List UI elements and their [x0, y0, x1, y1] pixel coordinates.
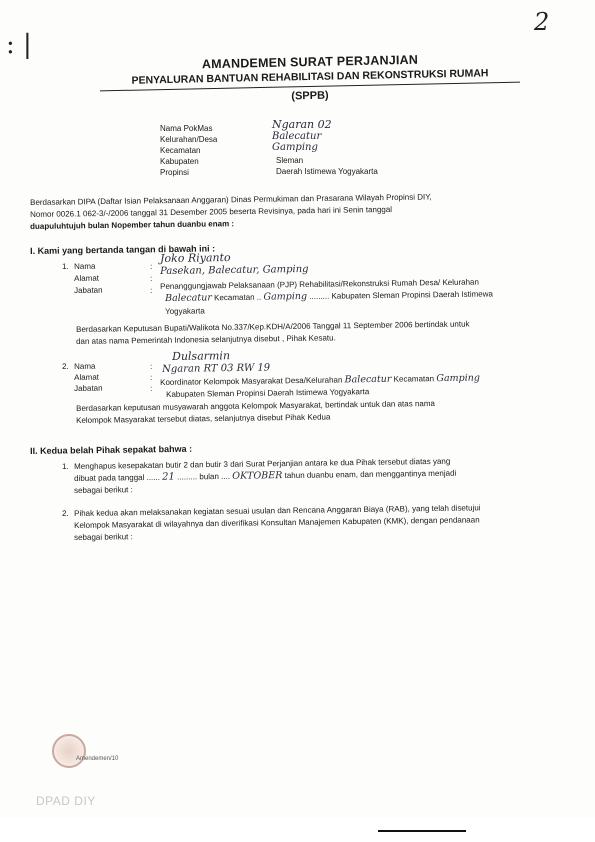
agreement-1-number: 1.: [62, 461, 69, 471]
agreement-2-line-1: Pihak kedua akan melaksanakan kegiatan sesuai usulan dan Rencana Anggaran Biaya (RAB), yang telah disetujui: [74, 503, 481, 518]
kabupaten-label: Kabupaten: [160, 157, 199, 166]
party-1-address-value: Pasekan, Balecatur, Gamping: [160, 263, 309, 277]
party-1-name-label: Nama: [74, 261, 96, 271]
party-2-name-value: Dulsarmin: [171, 349, 231, 363]
party-2-name-label: Nama: [74, 361, 96, 371]
page-number-handwritten: 2: [534, 8, 550, 36]
party-1-basis-line-1: Berdasarkan Keputusan Bupati/Walikota No.337/Kep.KDH/A/2006 Tanggal 11 September 2006 bertindak untuk: [76, 319, 470, 334]
official-seal-icon: [52, 734, 86, 768]
kelurahan-label: Kelurahan/Desa: [160, 135, 218, 144]
party-1-position-line-3: Yogyakarta: [165, 306, 205, 316]
party-1-position-label: Jabatan: [74, 285, 103, 295]
intro-line-1: Berdasarkan DIPA (Daftar Isian Pelaksanaan Anggaran) Dinas Permukiman dan Prasarana Wilayah Propinsi DIY,: [30, 192, 432, 207]
agreement-1-line-3: sebagai berikut :: [74, 485, 133, 495]
agreement-1-day-handwritten: 21: [162, 471, 175, 483]
party-1-position-line-1: Penanggungjawab Pelaksanaan (PJP) Rehabilitasi/Rekonstruksi Rumah Desa/ Kelurahan: [160, 277, 479, 291]
party-1-address-label: Alamat: [74, 273, 100, 283]
kecamatan-label: Kecamatan: [160, 146, 201, 155]
pokmas-value: Ngaran 02: [272, 118, 332, 131]
agreement-1-line-1: Menghapus kesepakatan butir 2 dan butir 3 dari Surat Perjanjian antara ke dua Pihak tersebut diatas yang: [74, 456, 451, 471]
scan-artifact-line: [378, 830, 466, 832]
agreement-1-month-handwritten: OKTOBER: [232, 470, 283, 482]
party-2-kecamatan-text: Kecamatan: [393, 374, 435, 384]
pokmas-label: Nama PokMas: [160, 124, 213, 133]
colon: :: [150, 261, 153, 271]
colon: :: [150, 273, 153, 283]
party-2-position-line-2: Kabupaten Sleman Propinsi Daerah Istimewa Yogyakarta: [166, 387, 370, 399]
kecamatan-value: Gamping: [272, 142, 318, 153]
party-2-position-label: Jabatan: [74, 383, 103, 393]
party-2-kecamatan-handwritten: Gamping: [436, 372, 480, 385]
agreement-2-number: 2.: [62, 508, 69, 518]
agreement-2-line-3: sebagai berikut :: [74, 532, 133, 542]
party-2-village-handwritten: Balecatur: [344, 373, 392, 386]
party-1-number: 1.: [62, 261, 69, 271]
footer-code: Amendemen/10: [76, 756, 119, 762]
party-2-basis-line-2: Kelompok Masyarakat tersebut diatas, selanjutnya disebut Pihak Kedua: [76, 412, 331, 425]
section-1-heading: I. Kami yang bertanda tangan di bawah ini :: [30, 243, 216, 256]
party-2-address-label: Alamat: [74, 372, 100, 382]
party-1-kecamatan-handwritten: Gamping: [263, 291, 308, 303]
party-2-address-value: Ngaran RT 03 RW 19: [162, 362, 271, 375]
party-1-kecamatan-text: Kecamatan ..: [214, 292, 262, 303]
colon: :: [150, 383, 153, 393]
document-title: AMANDEMEN SURAT PERJANJIAN: [201, 52, 419, 72]
colon: :: [150, 361, 153, 371]
kelurahan-value: Balecatur: [272, 131, 322, 142]
kabupaten-value: Sleman: [276, 156, 304, 165]
document-acronym: (SPPB): [291, 89, 329, 103]
corner-mark-left: : |: [6, 30, 32, 60]
intro-line-3: duapuluhtujuh bulan Nopember tahun duanbu enam :: [30, 219, 235, 231]
party-1-village-handwritten: Balecatur: [165, 292, 212, 304]
colon: :: [150, 285, 153, 295]
document-subtitle: PENYALURAN BANTUAN REHABILITASI DAN REKONSTRUKSI RUMAH: [131, 67, 489, 87]
colon: :: [150, 372, 153, 382]
intro-line-2: Nomor 0026.1 062-3/-/2006 tanggal 31 Desember 2005 beserta Revisinya, pada hari ini Senin tanggal: [30, 204, 393, 219]
party-1-name-value: Joko Riyanto: [159, 251, 231, 265]
agreement-1-year-text: tahun duanbu enam, dan menggantinya menjadi: [284, 468, 457, 481]
party-2-number: 2.: [62, 361, 69, 371]
agreement-1-date-text: dibuat pada tanggal ......: [74, 472, 160, 483]
watermark: DPAD DIY: [36, 794, 96, 808]
party-2-basis-line-1: Berdasarkan keputusan musyawarah anggota Kelompok Masyarakat, bertindak untuk dan atas nama: [76, 398, 435, 413]
propinsi-label: Propinsi: [160, 168, 189, 177]
agreement-1-month-text: ......... bulan ....: [177, 471, 231, 482]
agreement-2-line-2: Kelompok Masyarakat di wilayahnya dan diverifikasi Konsultan Manajemen Kabupaten (KMK), dengan pendanaan: [74, 515, 480, 530]
party-1-kabupaten-text: ......... Kabupaten Sleman Propinsi Daerah Istimewa: [309, 289, 493, 301]
party-2-coordinator-text: Koordinator Kelompok Masyarakat Desa/Kelurahan: [160, 375, 343, 387]
section-2-heading: II. Kedua belah Pihak sepakat bahwa :: [30, 443, 193, 456]
party-1-basis-text: dan atas nama Pemerintah Indonesia selanjutnya disebut , Pihak Kesatu.: [76, 333, 336, 346]
propinsi-value: Daerah Istimewa Yogyakarta: [276, 167, 378, 176]
